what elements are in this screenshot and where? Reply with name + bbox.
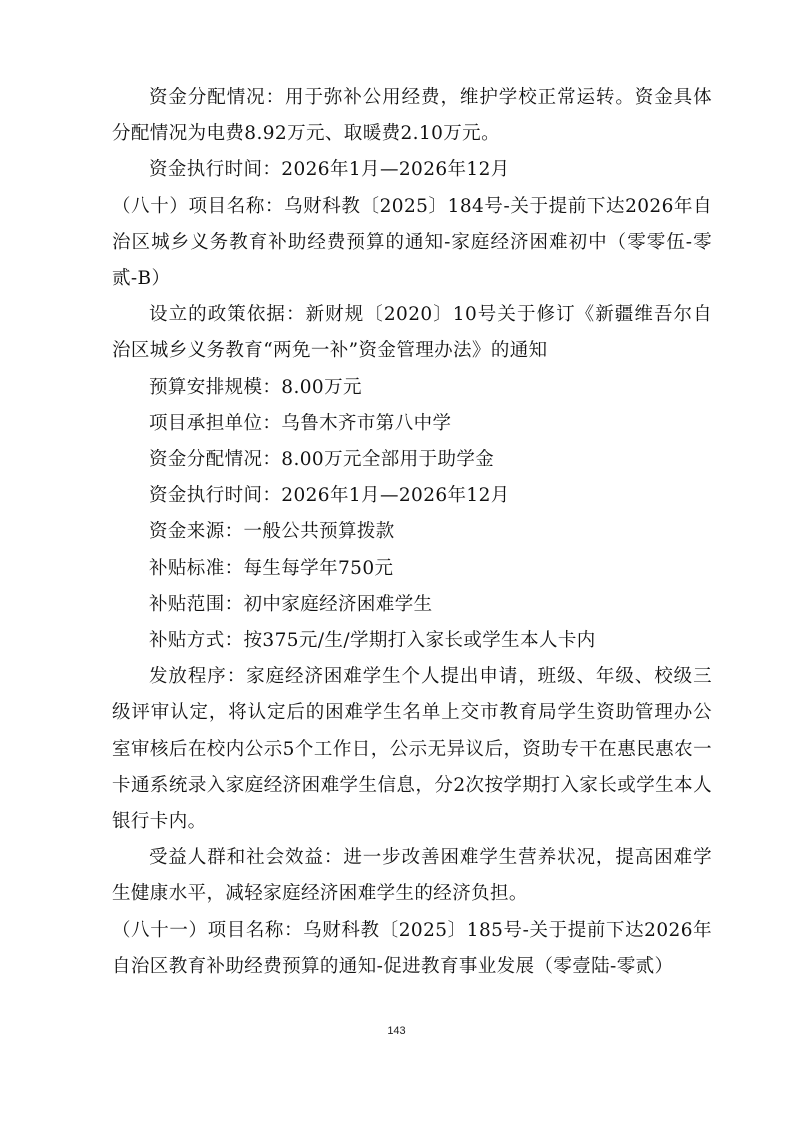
paragraph-project-81-title: （八十一）项目名称：乌财科教〔2025〕185号-关于提前下达2026年自治区教育补助经费预算的通知-促进教育事业发展（零壹陆-零贰） bbox=[112, 919, 712, 977]
paragraph-subsidy-method: 补贴方式：按375元/生/学期打入家长或学生本人卡内 bbox=[149, 630, 596, 652]
paragraph-execution-time: 资金执行时间：2026年1月—2026年12月 bbox=[149, 159, 510, 181]
paragraph-subsidy-standard: 补贴标准：每生每学年750元 bbox=[149, 557, 394, 579]
paragraph-fund-allocation: 资金分配情况：用于弥补公用经费，维护学校正常运转。资金具体分配情况为电费8.92万元、取暖费2.10万元。 bbox=[112, 87, 712, 145]
paragraph-subsidy-scope: 补贴范围：初中家庭经济困难学生 bbox=[149, 593, 433, 615]
document-body bbox=[112, 80, 712, 985]
paragraph-distribution-procedure: 发放程序：家庭经济困难学生个人提出申请，班级、年级、校级三级评审认定，将认定后的困难学生名单上交市教育局学生资助管理办公室审核后在校内公示5个工作日，公示无异议后，资助专干在惠民惠农一卡通系统录入家庭经济困难学生信息，分2次按学期打入家长或学生本人银行卡内。 bbox=[112, 666, 712, 833]
paragraph-policy-basis: 设立的政策依据：新财规〔2020〕10号关于修订《新疆维吾尔自治区城乡义务教育“两免一补”资金管理办法》的通知 bbox=[112, 304, 712, 362]
paragraph-fund-allocation-2: 资金分配情况：8.00万元全部用于助学金 bbox=[149, 449, 495, 471]
paragraph-budget-scale: 预算安排规模：8.00万元 bbox=[149, 376, 362, 398]
paragraph-fund-source: 资金来源：一般公共预算拨款 bbox=[149, 521, 395, 543]
paragraph-execution-time-2: 资金执行时间：2026年1月—2026年12月 bbox=[149, 485, 510, 507]
paragraph-undertaking-unit: 项目承担单位：乌鲁木齐市第八中学 bbox=[149, 412, 452, 434]
paragraph-project-80-title: （八十）项目名称：乌财科教〔2025〕184号-关于提前下达2026年自治区城乡义务教育补助经费预算的通知-家庭经济困难初中（零零伍-零贰-B） bbox=[112, 195, 712, 290]
paragraph-beneficiaries: 受益人群和社会效益：进一步改善困难学生营养状况，提高困难学生健康水平，减轻家庭经济困难学生的经济负担。 bbox=[112, 847, 712, 905]
page-number: 143 bbox=[387, 1025, 406, 1037]
